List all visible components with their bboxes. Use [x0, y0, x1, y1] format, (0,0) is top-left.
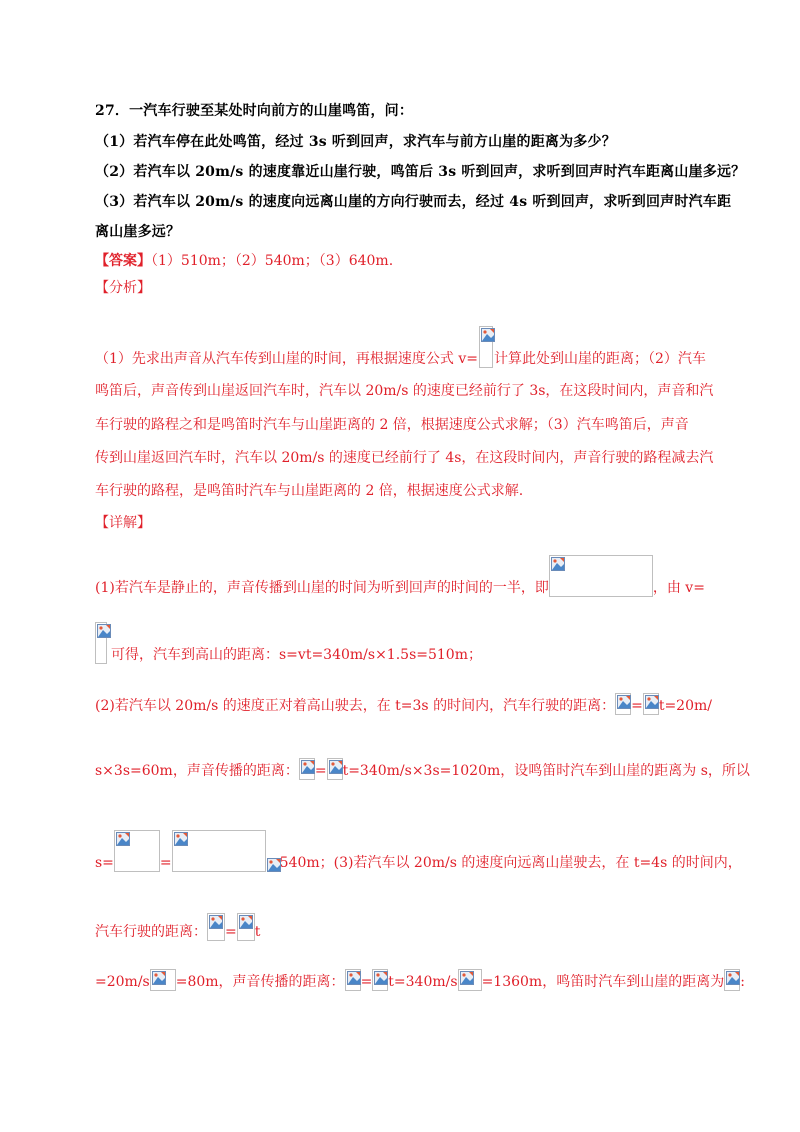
- formula-image-placeholder: [172, 830, 266, 872]
- detail-line-3: [95, 693, 712, 715]
- answer-text: （1）510m；（2）540m；（3）640m.: [151, 253, 394, 269]
- detail-label: 【详解】: [95, 515, 151, 531]
- broken-image-icon: [97, 624, 111, 638]
- formula-image-placeholder: [114, 830, 160, 872]
- analysis-line-2: 鸣笛后，声音传到山崖返回汽车时，汽车以 20m/s 的速度已经前行了 3s，在这段时间内，声音和汽: [95, 383, 714, 399]
- detail-text: t=20m/: [658, 698, 712, 714]
- formula-image-placeholder: [95, 622, 107, 664]
- broken-image-icon: [726, 971, 740, 985]
- broken-image-icon: [645, 695, 659, 709]
- broken-image-icon: [374, 971, 388, 985]
- question-part-1: （1）若汽车停在此处鸣笛，经过 3s 听到回声，求汽车与前方山崖的距离为多少？: [95, 134, 616, 150]
- formula-image-placeholder: [345, 969, 361, 991]
- broken-image-icon: [347, 971, 361, 985]
- formula-image-placeholder: [458, 969, 482, 991]
- formula-image-placeholder: [615, 693, 631, 715]
- equals-sign: =: [314, 763, 327, 779]
- detail-text: (2)若汽车以 20m/s 的速度正对着高山驶去，在 t=3s 的时间内，汽车行驶的距离：: [95, 698, 616, 714]
- formula-image-placeholder: [207, 913, 225, 941]
- detail-text: s×3s=60m，声音传播的距离：: [95, 763, 299, 779]
- broken-image-icon: [460, 971, 474, 985]
- detail-text: =1360m，鸣笛时汽车到山崖的距离为: [481, 974, 725, 990]
- question-part-3: （3）若汽车以 20m/s 的速度向远离山崖的方向行驶而去，经过 4s 听到回声，求听到回声时汽车距: [95, 194, 732, 210]
- broken-image-icon: [301, 760, 315, 774]
- detail-text: 540m；(3)若汽车以 20m/s 的速度向远离山崖驶去，在 t=4s 的时间内，: [279, 855, 742, 871]
- analysis-text: 计算此处到山崖的距离；（2）汽车: [494, 351, 706, 367]
- detail-text: :: [740, 974, 745, 990]
- detail-line-1: [95, 555, 705, 597]
- analysis-line-3: 车行驶的路程之和是鸣笛时汽车与山崖距离的 2 倍，根据速度公式求解；（3）汽车鸣笛后，声音: [95, 417, 689, 433]
- broken-image-icon: [617, 695, 631, 709]
- broken-image-icon: [209, 915, 223, 929]
- formula-image-placeholder: [327, 758, 343, 780]
- detail-line-4: [95, 758, 750, 780]
- formula-image-placeholder: [372, 969, 388, 991]
- formula-image-placeholder: [724, 969, 740, 991]
- analysis-line-5: 车行驶的路程，是鸣笛时汽车与山崖距离的 2 倍，根据速度公式求解.: [95, 483, 524, 499]
- broken-image-icon: [239, 915, 253, 929]
- analysis-label: 【分析】: [95, 280, 151, 296]
- detail-text: t: [254, 924, 261, 940]
- question-part-3-cont: 离山崖多远？: [95, 224, 181, 240]
- analysis-line-1: [95, 326, 706, 368]
- detail-line-6: [95, 913, 260, 941]
- broken-image-icon: [551, 557, 565, 571]
- broken-image-icon: [329, 760, 343, 774]
- broken-image-icon: [116, 832, 130, 846]
- question-title: 27．一汽车行驶至某处时向前方的山崖鸣笛，问：: [95, 103, 414, 119]
- detail-line-7: [95, 969, 745, 991]
- detail-text: 汽车行驶的距离：: [95, 924, 207, 940]
- equals-sign: =: [631, 698, 643, 714]
- equals-sign: =: [360, 974, 373, 990]
- detail-text: s=: [95, 855, 114, 871]
- analysis-text: （1）先求出声音从汽车传到山崖的时间，再根据速度公式 v=: [95, 351, 478, 367]
- equals-sign: =: [159, 855, 172, 871]
- formula-image-placeholder: [643, 693, 659, 715]
- broken-image-icon: [481, 328, 495, 342]
- formula-image-placeholder: [479, 326, 493, 368]
- detail-text: t=340m/s×3s=1020m，设鸣笛时汽车到山崖的距离为 s，所以: [342, 763, 750, 779]
- detail-text: ，由 v=: [652, 580, 705, 596]
- detail-text: (1)若汽车是静止的，声音传播到山崖的时间为听到回声的时间的一半，即: [95, 580, 549, 596]
- detail-line-5: [95, 830, 742, 872]
- detail-line-2: [95, 622, 482, 664]
- answer-label: 【答案】: [95, 253, 151, 269]
- formula-image-placeholder: [150, 969, 176, 991]
- broken-image-icon: [152, 971, 166, 985]
- formula-image-placeholder: [266, 860, 280, 872]
- formula-image-placeholder: [237, 913, 255, 941]
- formula-image-placeholder: [549, 555, 653, 597]
- formula-image-placeholder: [299, 758, 315, 780]
- detail-text: =20m/s: [95, 974, 150, 990]
- detail-text: 可得，汽车到高山的距离：s=vt=340m/s×1.5s=510m；: [111, 647, 482, 663]
- answer-line: [95, 250, 393, 270]
- question-part-2: （2）若汽车以 20m/s 的速度靠近山崖行驶，鸣笛后 3s 听到回声，求听到回声时汽车距离山崖多远？: [95, 164, 746, 180]
- broken-image-icon: [174, 832, 188, 846]
- broken-image-icon: [267, 858, 281, 872]
- detail-text: t=340m/s: [388, 974, 458, 990]
- equals-sign: =: [225, 924, 237, 940]
- detail-text: =80m，声音传播的距离：: [175, 974, 345, 990]
- analysis-line-4: 传到山崖返回汽车时，汽车以 20m/s 的速度已经前行了 4s，在这段时间内，声音行驶的路程减去汽: [95, 450, 714, 466]
